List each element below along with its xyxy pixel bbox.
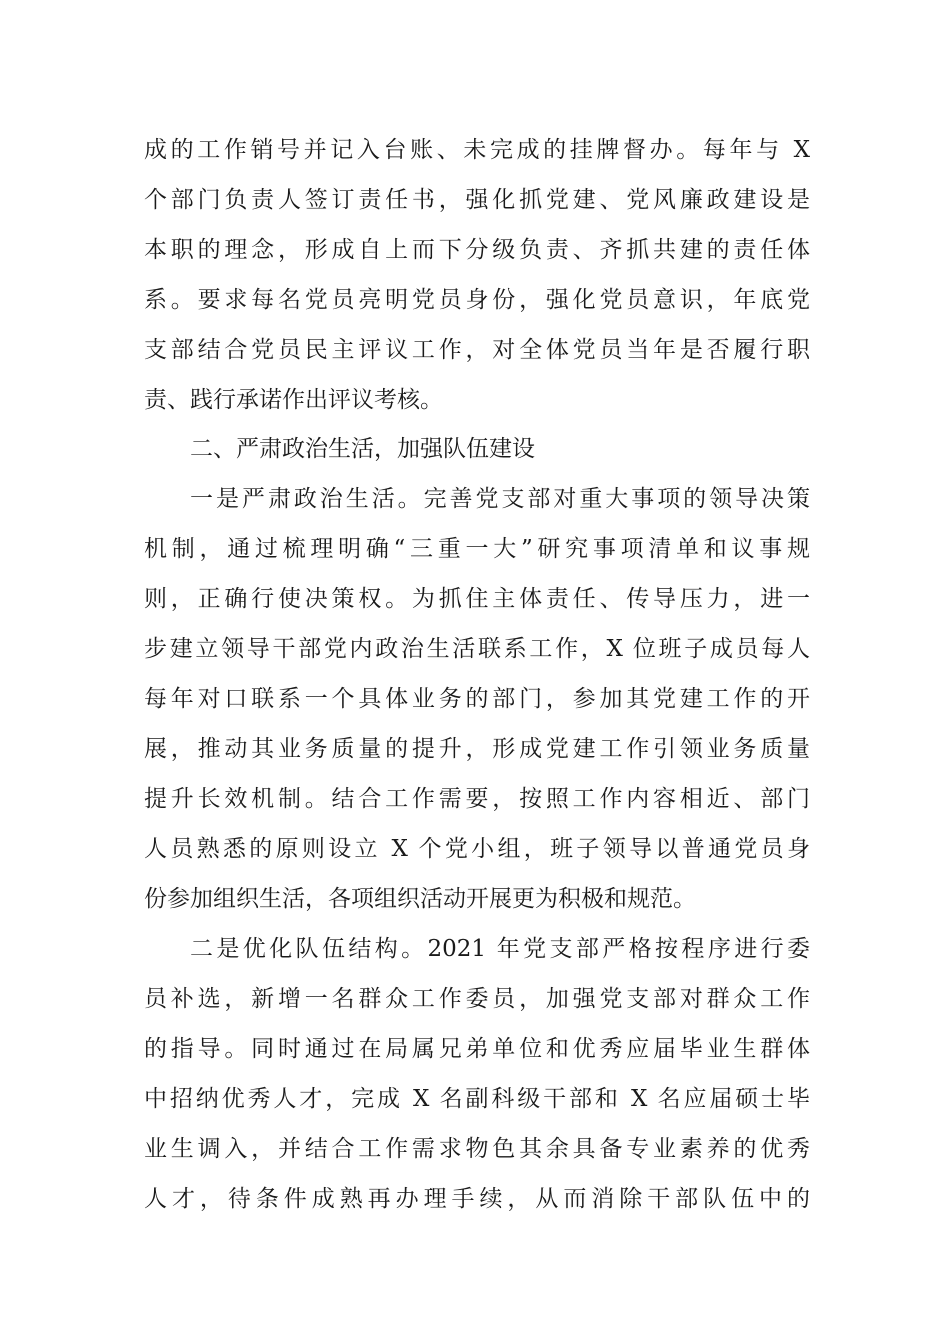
- paragraph-line: 机制，通过梳理明确“三重一大”研究事项清单和议事规: [144, 536, 810, 562]
- paragraph-line: 系。要求每名党员亮明党员身份，强化党员意识，年底党: [144, 287, 810, 313]
- paragraph-line: 个部门负责人签订责任书，强化抓党建、党风廉政建设是: [144, 187, 810, 213]
- paragraph-line: 份参加组织生活，各项组织活动开展更为积极和规范。: [144, 886, 696, 912]
- paragraph-line: 一是严肃政治生活。完善党支部对重大事项的领导决策: [190, 486, 810, 512]
- paragraph-line: 人才，待条件成熟再办理手续，从而消除干部队伍中的: [144, 1186, 810, 1212]
- paragraph-line: 每年对口联系一个具体业务的部门，参加其党建工作的开: [144, 686, 810, 712]
- paragraph-line: 二是优化队伍结构。2021 年党支部严格按程序进行委: [190, 936, 810, 962]
- paragraph-line: 员补选，新增一名群众工作委员，加强党支部对群众工作: [144, 986, 810, 1012]
- paragraph-line: 提升长效机制。结合工作需要，按照工作内容相近、部门: [144, 786, 810, 812]
- paragraph-line: 中招纳优秀人才，完成 X 名副科级干部和 X 名应届硕士毕: [144, 1086, 810, 1112]
- paragraph-line: 责、践行承诺作出评议考核。: [144, 387, 443, 413]
- paragraph-line: 业生调入，并结合工作需求物色其余具备专业素养的优秀: [144, 1136, 810, 1162]
- paragraph-line: 的指导。同时通过在局属兄弟单位和优秀应届毕业生群体: [144, 1036, 810, 1062]
- paragraph-line: 人员熟悉的原则设立 X 个党小组，班子领导以普通党员身: [144, 836, 810, 862]
- section-heading: 二、严肃政治生活，加强队伍建设: [190, 436, 535, 462]
- paragraph-line: 步建立领导干部党内政治生活联系工作，X 位班子成员每人: [144, 636, 810, 662]
- paragraph-line: 支部结合党员民主评议工作，对全体党员当年是否履行职: [144, 337, 810, 363]
- paragraph-line: 则，正确行使决策权。为抓住主体责任、传导压力，进一: [144, 586, 810, 612]
- paragraph-line: 展，推动其业务质量的提升，形成党建工作引领业务质量: [144, 736, 810, 762]
- paragraph-line: 成的工作销号并记入台账、未完成的挂牌督办。每年与 X: [144, 137, 810, 163]
- paragraph-line: 本职的理念，形成自上而下分级负责、齐抓共建的责任体: [144, 237, 810, 263]
